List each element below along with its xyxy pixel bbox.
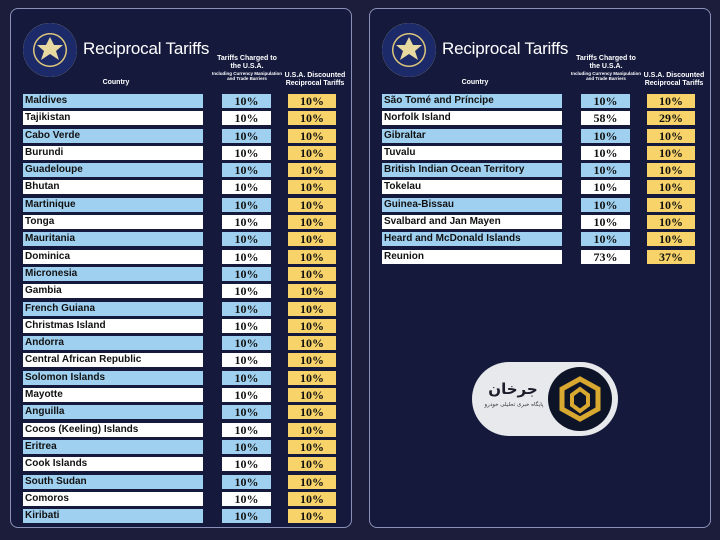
- tariff-charged-value: 10%: [222, 215, 271, 229]
- table-row: [23, 456, 341, 473]
- tariff-discounted-value: 10%: [288, 457, 336, 471]
- table-row: [382, 214, 700, 231]
- country-name: Reunion: [382, 250, 562, 264]
- country-name: South Sudan: [23, 475, 203, 489]
- table-row: [23, 352, 341, 369]
- table-row: [23, 266, 341, 283]
- table-row: [23, 197, 341, 214]
- tariff-discounted-value: 10%: [288, 267, 336, 281]
- table-row: [382, 249, 700, 266]
- tariff-charged-value: 10%: [222, 94, 271, 108]
- table-row: [382, 197, 700, 214]
- tariff-charged-value: 10%: [581, 163, 630, 177]
- country-name: Dominica: [23, 250, 203, 264]
- tariff-discounted-value: 10%: [288, 198, 336, 212]
- tariff-discounted-value: 10%: [288, 388, 336, 402]
- tariff-charged-value: 10%: [222, 250, 271, 264]
- country-name: Norfolk Island: [382, 111, 562, 125]
- country-name: Christmas Island: [23, 319, 203, 333]
- table-row: [23, 439, 341, 456]
- table-row: [382, 231, 700, 248]
- tariff-discounted-value: 10%: [647, 163, 695, 177]
- watermark-logo: [472, 362, 618, 436]
- tariff-charged-value: 10%: [222, 509, 271, 523]
- panel-title: Reciprocal Tariffs: [83, 39, 210, 58]
- tariff-charged-value: 10%: [581, 94, 630, 108]
- table-row: [23, 162, 341, 179]
- tariff-discounted-value: 10%: [288, 336, 336, 350]
- presidential-seal-icon: [382, 23, 436, 77]
- table-row: [23, 231, 341, 248]
- country-name: Kiribati: [23, 509, 203, 523]
- watermark-tagline: پایگاه خبری تحلیلی خودرو: [484, 402, 544, 408]
- tariff-charged-value: 10%: [222, 267, 271, 281]
- table-row: [23, 179, 341, 196]
- header-charged-sublabel: Including Currency Manipulation and Trade Barriers: [211, 71, 282, 81]
- tariff-discounted-value: 10%: [288, 371, 336, 385]
- country-name: Comoros: [23, 492, 203, 506]
- header-charged-label: Tariffs Charged to the U.S.A.: [576, 55, 636, 70]
- country-name: Guadeloupe: [23, 163, 203, 177]
- tariff-discounted-value: 10%: [288, 250, 336, 264]
- tariff-panel-right: [369, 8, 711, 528]
- country-name: Gibraltar: [382, 129, 562, 143]
- header-discounted: U.S.A. Discounted Reciprocal Tariffs: [284, 72, 346, 87]
- table-row: [23, 335, 341, 352]
- tariff-discounted-value: 10%: [288, 302, 336, 316]
- tariff-discounted-value: 10%: [288, 492, 336, 506]
- tariff-discounted-value: 10%: [647, 232, 695, 246]
- country-name: Mayotte: [23, 388, 203, 402]
- tariff-discounted-value: 29%: [647, 111, 695, 125]
- table-row: [23, 370, 341, 387]
- table-row: [23, 474, 341, 491]
- tariff-discounted-value: 10%: [288, 509, 336, 523]
- tariff-discounted-value: 10%: [288, 111, 336, 125]
- table-row: [23, 508, 341, 525]
- table-row: [382, 110, 700, 127]
- country-name: Svalbard and Jan Mayen: [382, 215, 562, 229]
- country-name: Mauritania: [23, 232, 203, 246]
- tariff-charged-value: 73%: [581, 250, 630, 264]
- brand-logo-icon: [548, 367, 612, 431]
- country-name: Eritrea: [23, 440, 203, 454]
- tariff-charged-value: 10%: [222, 336, 271, 350]
- table-row: [382, 128, 700, 145]
- tariff-charged-value: 10%: [222, 232, 271, 246]
- watermark-name: جرخان: [488, 380, 538, 398]
- tariff-discounted-value: 10%: [288, 423, 336, 437]
- table-row: [23, 110, 341, 127]
- country-name: Tuvalu: [382, 146, 562, 160]
- country-name: Cocos (Keeling) Islands: [23, 423, 203, 437]
- tariff-panel-left: [10, 8, 352, 528]
- tariff-charged-value: 10%: [222, 457, 271, 471]
- country-name: Anguilla: [23, 405, 203, 419]
- tariff-discounted-value: 10%: [288, 405, 336, 419]
- tariff-discounted-value: 10%: [288, 146, 336, 160]
- presidential-seal-icon: [23, 23, 77, 77]
- header-country: Country: [461, 79, 489, 86]
- country-name: Central African Republic: [23, 353, 203, 367]
- tariff-charged-value: 10%: [581, 180, 630, 194]
- tariff-discounted-value: 10%: [288, 94, 336, 108]
- tariff-discounted-value: 10%: [647, 180, 695, 194]
- tariff-discounted-value: 10%: [288, 284, 336, 298]
- tariff-charged-value: 10%: [222, 146, 271, 160]
- country-name: Tokelau: [382, 180, 562, 194]
- tariff-discounted-value: 10%: [647, 215, 695, 229]
- table-row: [23, 301, 341, 318]
- country-name: British Indian Ocean Territory: [382, 163, 562, 177]
- header-charged-sublabel: Including Currency Manipulation and Trade Barriers: [570, 71, 641, 81]
- tariff-charged-value: 10%: [581, 215, 630, 229]
- table-row: [23, 283, 341, 300]
- tariff-charged-value: 10%: [222, 371, 271, 385]
- tariff-discounted-value: 10%: [288, 353, 336, 367]
- tariff-charged-value: 10%: [222, 198, 271, 212]
- table-row: [23, 491, 341, 508]
- table-row: [23, 249, 341, 266]
- tariff-charged-value: 10%: [222, 353, 271, 367]
- table-row: [23, 404, 341, 421]
- country-name: Solomon Islands: [23, 371, 203, 385]
- tariff-discounted-value: 10%: [647, 146, 695, 160]
- tariff-charged-value: 10%: [222, 492, 271, 506]
- table-row: [23, 422, 341, 439]
- tariff-charged-value: 10%: [222, 388, 271, 402]
- tariff-charged-value: 10%: [222, 180, 271, 194]
- tariff-discounted-value: 10%: [647, 129, 695, 143]
- tariff-charged-value: 58%: [581, 111, 630, 125]
- country-name: São Tomé and Príncipe: [382, 94, 562, 108]
- table-row: [23, 93, 341, 110]
- country-name: Bhutan: [23, 180, 203, 194]
- tariff-discounted-value: 10%: [288, 163, 336, 177]
- header-charged-label: Tariffs Charged to the U.S.A.: [217, 55, 277, 70]
- country-name: French Guiana: [23, 302, 203, 316]
- tariff-discounted-value: 10%: [288, 129, 336, 143]
- tariff-discounted-value: 10%: [288, 180, 336, 194]
- table-row: [23, 214, 341, 231]
- table-row: [382, 93, 700, 110]
- tariff-discounted-value: 10%: [647, 198, 695, 212]
- tariff-discounted-value: 37%: [647, 250, 695, 264]
- header-discounted: U.S.A. Discounted Reciprocal Tariffs: [643, 72, 705, 87]
- tariff-charged-value: 10%: [222, 302, 271, 316]
- tariff-charged-value: 10%: [222, 440, 271, 454]
- tariff-charged-value: 10%: [222, 405, 271, 419]
- table-row: [382, 162, 700, 179]
- tariff-charged-value: 10%: [222, 423, 271, 437]
- tariff-charged-value: 10%: [222, 284, 271, 298]
- table-row: [382, 179, 700, 196]
- table-row: [23, 387, 341, 404]
- tariff-charged-value: 10%: [581, 232, 630, 246]
- country-name: Cabo Verde: [23, 129, 203, 143]
- tariff-discounted-value: 10%: [288, 215, 336, 229]
- header-country: Country: [102, 79, 130, 86]
- country-name: Micronesia: [23, 267, 203, 281]
- header-tariffs-charged: [570, 55, 642, 81]
- country-name: Cook Islands: [23, 457, 203, 471]
- country-name: Martinique: [23, 198, 203, 212]
- panel-title: Reciprocal Tariffs: [442, 39, 569, 58]
- tariff-charged-value: 10%: [581, 146, 630, 160]
- header-tariffs-charged: [211, 55, 283, 81]
- country-name: Heard and McDonald Islands: [382, 232, 562, 246]
- tariff-charged-value: 10%: [222, 129, 271, 143]
- tariff-discounted-value: 10%: [288, 319, 336, 333]
- table-row: [382, 145, 700, 162]
- tariff-charged-value: 10%: [581, 198, 630, 212]
- country-name: Gambia: [23, 284, 203, 298]
- tariff-charged-value: 10%: [222, 475, 271, 489]
- tariff-discounted-value: 10%: [288, 475, 336, 489]
- tariff-discounted-value: 10%: [647, 94, 695, 108]
- tariff-charged-value: 10%: [222, 111, 271, 125]
- country-name: Burundi: [23, 146, 203, 160]
- tariff-charged-value: 10%: [222, 163, 271, 177]
- country-name: Tonga: [23, 215, 203, 229]
- tariff-table: [382, 93, 700, 266]
- tariff-table: [23, 93, 341, 525]
- country-name: Andorra: [23, 336, 203, 350]
- tariff-charged-value: 10%: [222, 319, 271, 333]
- country-name: Maldives: [23, 94, 203, 108]
- tariff-discounted-value: 10%: [288, 440, 336, 454]
- tariff-charged-value: 10%: [581, 129, 630, 143]
- country-name: Tajikistan: [23, 111, 203, 125]
- country-name: Guinea-Bissau: [382, 198, 562, 212]
- table-row: [23, 128, 341, 145]
- table-row: [23, 318, 341, 335]
- tariff-discounted-value: 10%: [288, 232, 336, 246]
- table-row: [23, 145, 341, 162]
